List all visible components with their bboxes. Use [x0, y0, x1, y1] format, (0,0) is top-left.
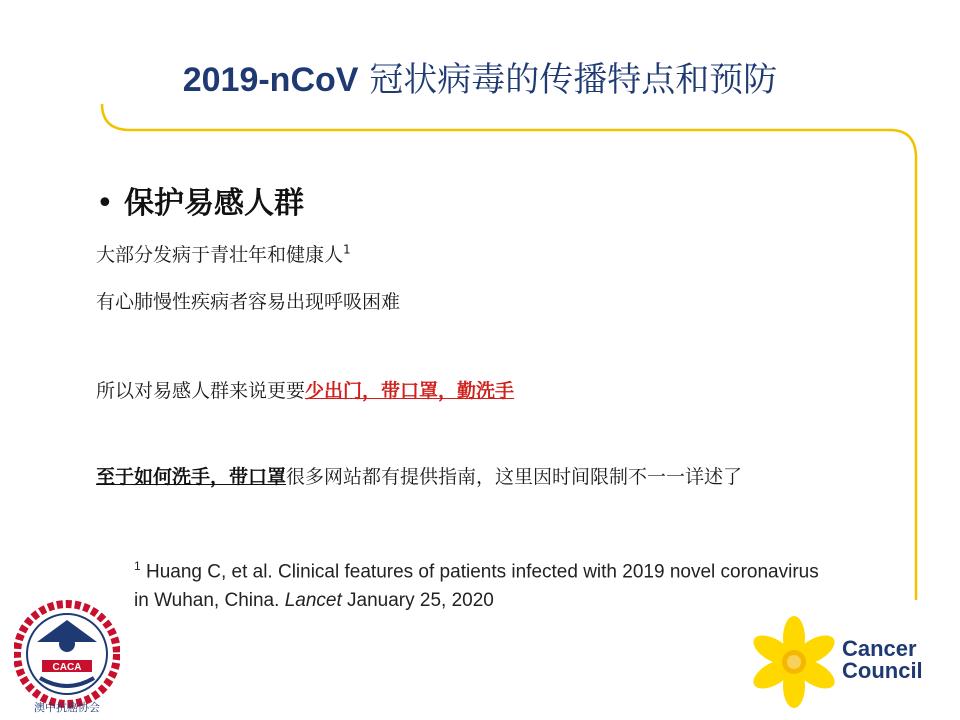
title-cjk: 冠状病毒的传播特点和预防 [369, 60, 778, 100]
reference-text-before: Huang C, et al. Clinical features of patients infected with 2019 novel coronavirus in Wuhan, China. [134, 561, 819, 612]
emphasis-red-text: 少出门，带口罩，勤洗手 [305, 380, 515, 402]
caca-logo [14, 598, 120, 714]
emphasis-underlined-text: 至于如何洗手，带口罩 [96, 466, 287, 488]
reference-footnote [134, 552, 834, 615]
title-latin: 2019-nCoV [182, 61, 359, 99]
body-line-2: 有心肺慢性疾病者容易出现呼吸困难 [96, 291, 401, 313]
bullet-heading [96, 178, 304, 222]
bullet-dot: • [96, 186, 114, 221]
body-line-1 [96, 240, 351, 267]
body-paragraph [96, 463, 876, 492]
body-line-3 [96, 376, 514, 403]
body-paragraph-rest: 很多网站都有提供指南，这里因时间限制不一一详述了 [286, 466, 743, 488]
cancer-council-line-1: Cancer [842, 636, 917, 661]
body-line-1-text: 大部分发病于青壮年和健康人 [96, 244, 344, 266]
caca-caption: 澳中抗癌协会 [34, 701, 100, 714]
daffodil-icon [748, 612, 844, 708]
reference-text-after: January 25, 2020 [341, 590, 494, 612]
reference-journal: Lancet [284, 590, 342, 612]
body-line-3-prefix: 所以对易感人群来说更要 [96, 380, 306, 402]
bullet-heading-text: 保护易感人群 [124, 186, 304, 221]
footnote-marker: 1 [343, 242, 351, 257]
cancer-council-wordmark [842, 638, 923, 682]
caca-badge: CACA [52, 662, 82, 673]
cancer-council-line-2: Council [842, 658, 923, 683]
reference-marker: 1 [134, 559, 141, 573]
